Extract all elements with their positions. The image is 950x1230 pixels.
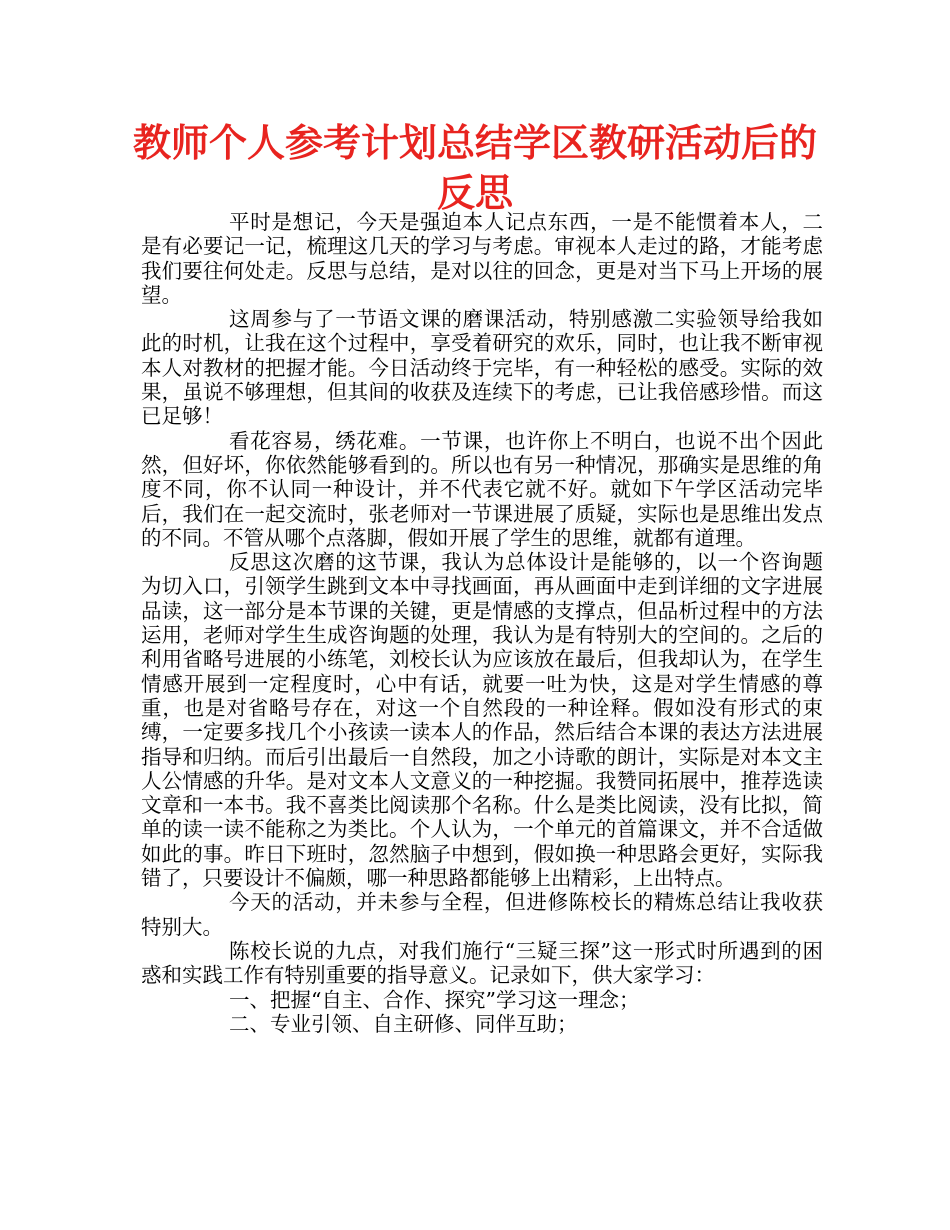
document-title: 教师个人参考计划总结学区教研活动后的反思 [132,121,817,215]
paragraph: 今天的活动，并未参与全程，但进修陈校长的精炼总结让我收获特别大。 [141,890,823,939]
paragraph: 平时是想记，今天是强迫本人记点东西，一是不能惯着本人，二是有必要记一记，梳理这几天的学习与考虑。审视本人走过的路，才能考虑我们要往何处走。反思与总结，是对以往的回念，更是对当下马上开场的展望。 [141,210,823,307]
document-body [141,210,823,1036]
paragraph: 这周参与了一节语文课的磨课活动，特别感激二实验领导给我如此的时机，让我在这个过程中，享受着研究的欢乐，同时，也让我不断审视本人对教材的把握才能。今日活动终于完毕，有一种轻松的感受。实际的效果，虽说不够理想，但其间的收获及连续下的考虑，已让我倍感珍惜。而这已足够！ [141,307,823,429]
paragraph: 陈校长说的九点，对我们施行“三疑三探”这一形式时所遇到的困惑和实践工作有特别重要的指导意义。记录如下，供大家学习： [141,938,823,988]
paragraph: 看花容易，绣花难。一节课，也许你上不明白，也说不出个因此然，但好坏，你依然能够看到的。所以也有另一种情况，那确实是思维的角度不同，你不认同一种设计，并不代表它就不好。就如下午学区活动完毕后，我们在一起交流时，张老师对一节课进展了质疑，实际也是思维出发点的不同。不管从哪个点落脚，假如开展了学生的思维，就都有道理。 [141,428,823,550]
list-item: 一、把握“自主、合作、探究”学习这一理念； [229,987,640,1012]
paragraph: 反思这次磨的这节课，我认为总体设计是能够的，以一个咨询题为切入口，引领学生跳到文本中寻找画面，再从画面中走到详细的文字进展品读，这一部分是本节课的关键，更是情感的支撑点，但品析过程中的方法运用，老师对学生生成咨询题的处理，我认为是有特别大的空间的。之后的利用省略号进展的小练笔，刘校长认为应该放在最后，但我却认为，在学生情感开展到一定程度时，心中有话，就要一吐为快，这是对学生情感的尊重，也是对省略号存在，对这一个自然段的一种诠释。假如没有形式的束缚，一定要多找几个小孩读一读本人的作品，然后结合本课的表达方法进展指导和归纳。而后引出最后一自然段，加之小诗歌的朗计，实际是对本文主人公情感的升华。是对文本人文意义的一种挖掘。我赞同拓展中，推荐选读文章和一本书。我不喜类比阅读那个名称。什么是类比阅读，没有比拟，简单的读一读不能称之为类比。个人认为，一个单元的首篇课文，并不合适做如此的事。昨日下班时，忽然脑子中想到，假如换一种思路会更好，实际我错了，只要设计不偏颇，哪一种思路都能够上出精彩，上出特点。 [141,550,823,891]
list-item: 二、专业引领、自主研修、同伴互助； [229,1011,578,1036]
